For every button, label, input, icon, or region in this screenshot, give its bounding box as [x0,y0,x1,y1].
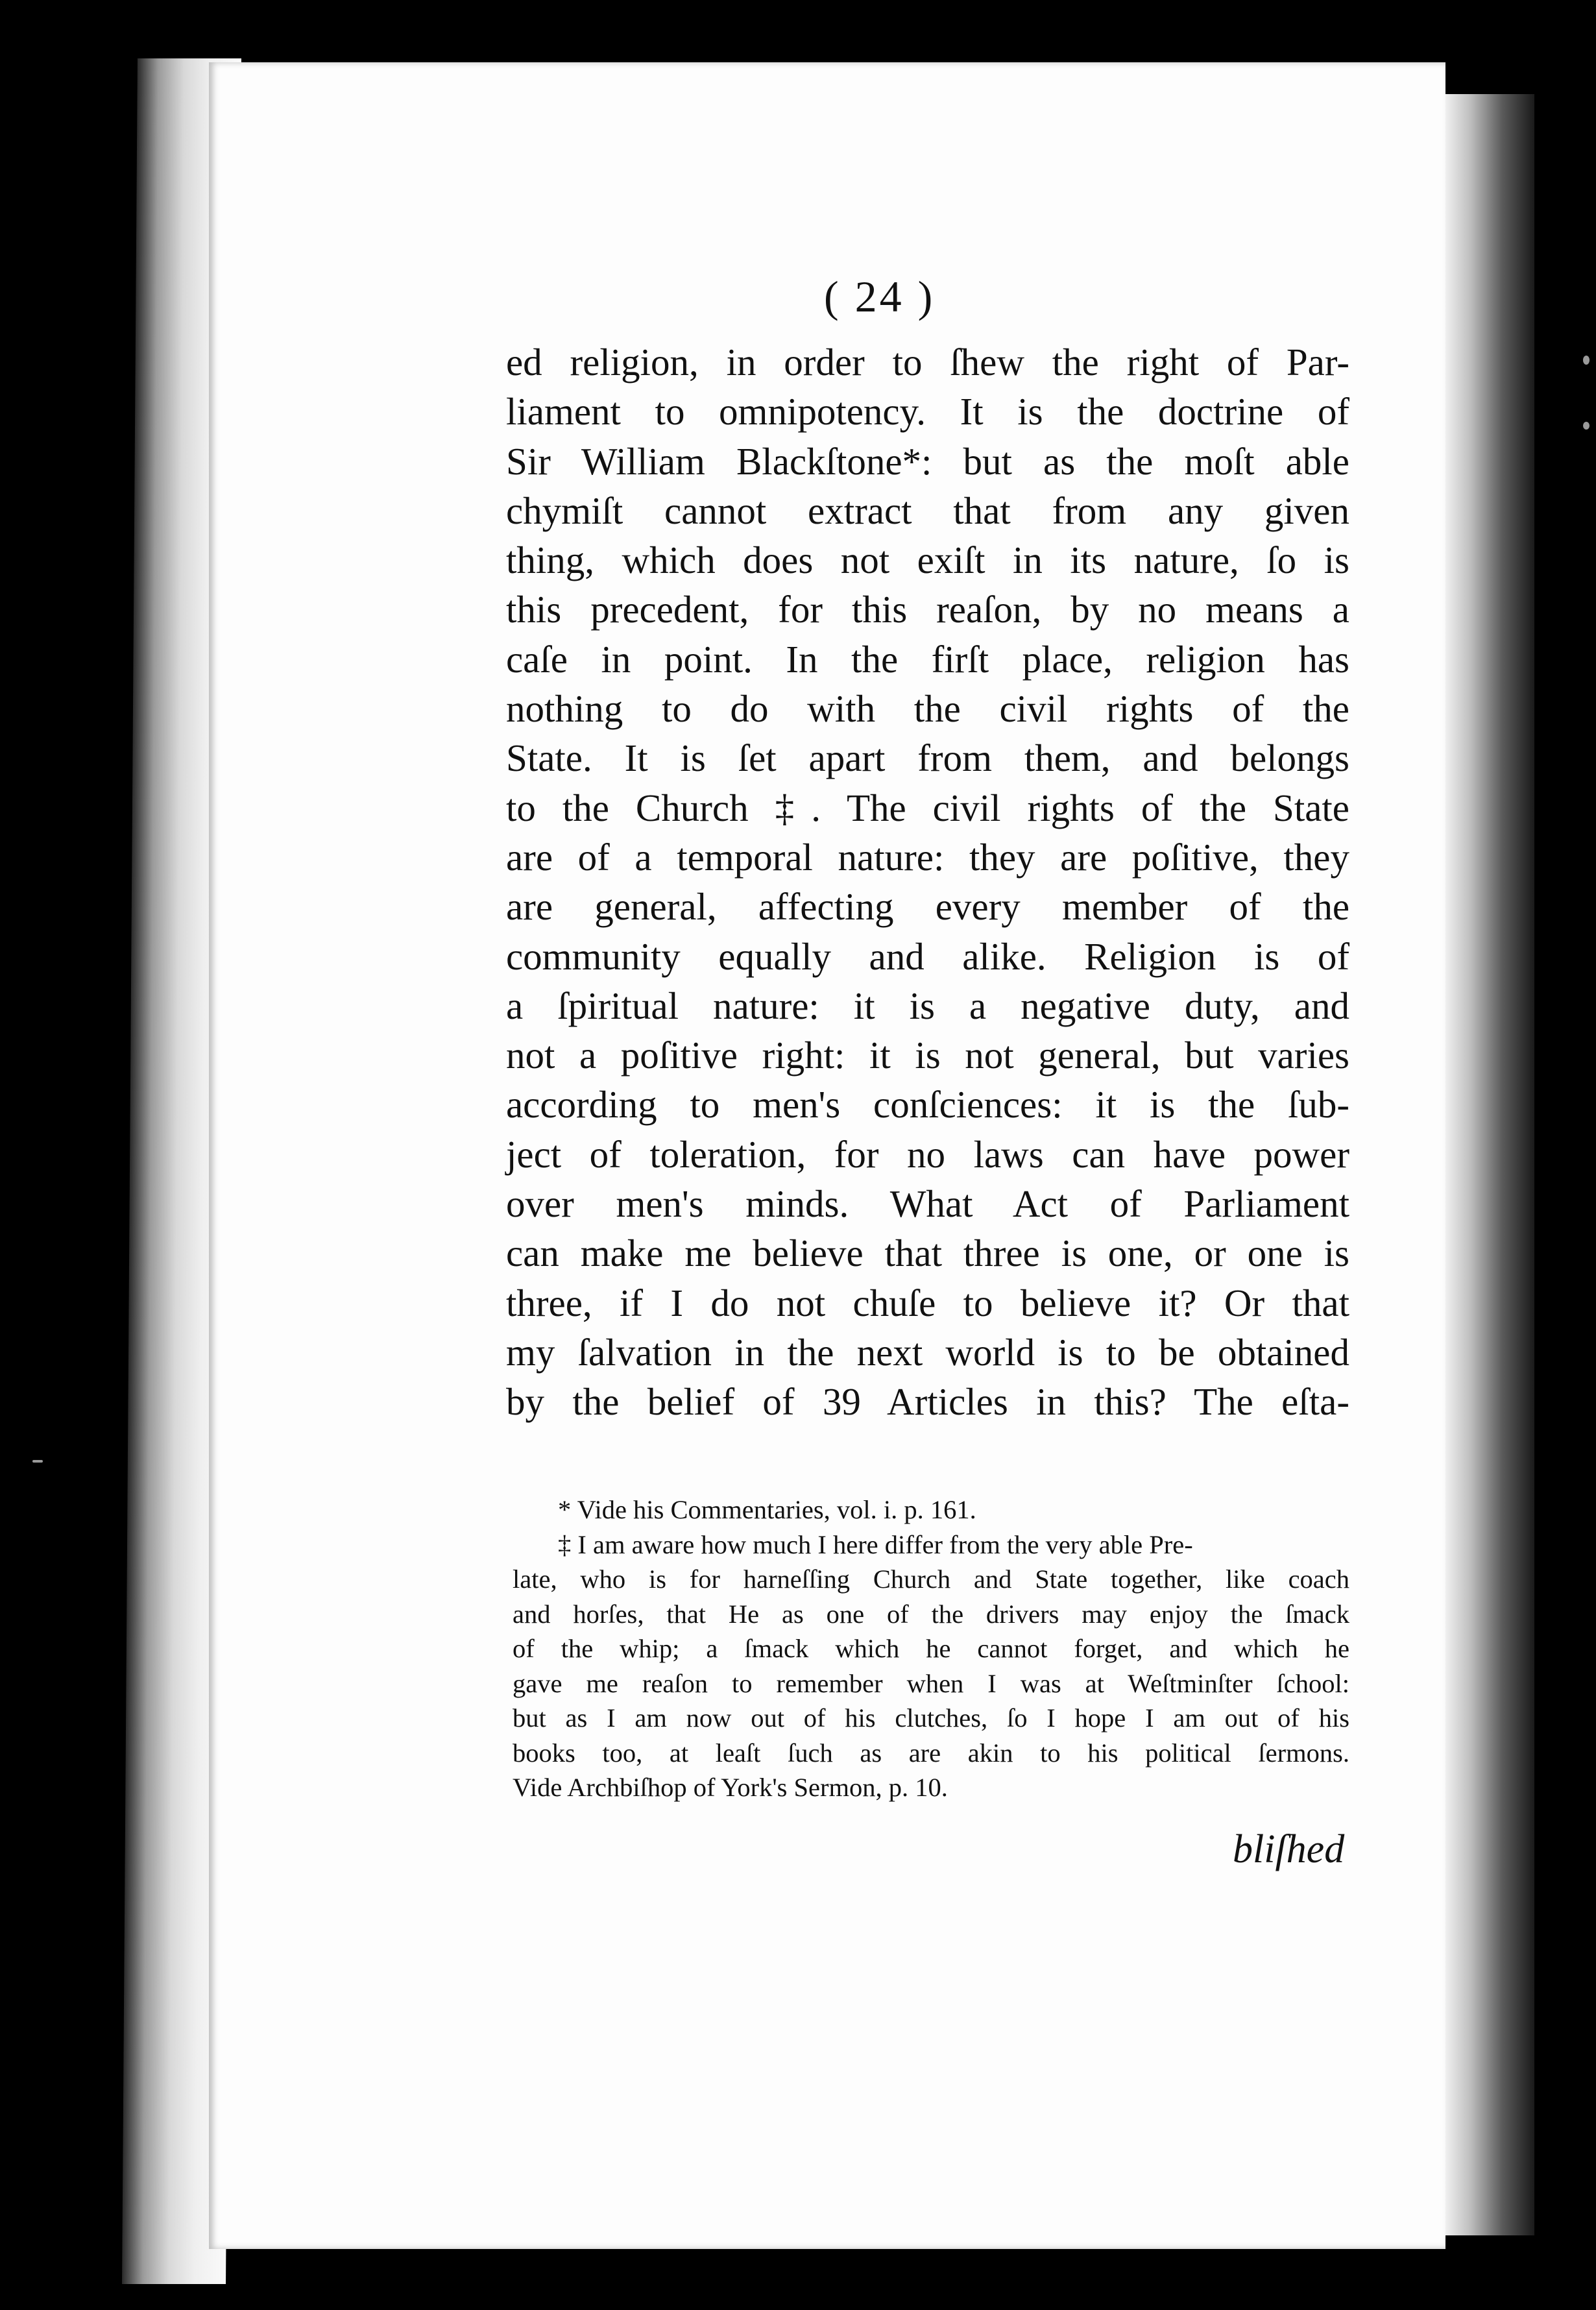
body-line: three, if I do not chuſe to believe it? Or that [506,1281,1349,1324]
body-line: to the Church ‡. The civil rights of the State [506,786,1349,829]
body-line: nothing to do with the civil rights of the [506,687,1349,731]
footnote-line: and horſes, that He as one of the drivers may enjoy the ſmack [513,1599,1349,1629]
body-line: are of a temporal nature: they are poſitive, they [506,835,1349,879]
body-line: community equally and alike. Religion is of [506,934,1349,978]
footnote-line: gave me reaſon to remember when I was at Weſtminſter ſchool: [513,1668,1349,1698]
footnote-line: books too, at leaſt ſuch as are akin to his political ſermons. [513,1738,1349,1768]
footnote-line: but as I am now out of his clutches, ſo I hope I am out of his [513,1703,1349,1732]
scan-speck [1583,422,1590,430]
body-line: ed religion, in order to ſhew the right of Par- [506,341,1349,383]
body-line: ject of toleration, for no laws can have power [506,1132,1349,1176]
body-line: liament to omnipotency. It is the doctrine of [506,390,1349,433]
body-line: by the belief of 39 Articles in this? The eſta- [506,1380,1349,1424]
body-line: my ſalvation in the next world is to be obtained [506,1330,1349,1374]
body-line: State. It is ſet apart from them, and belongs [506,736,1349,780]
body-line: over men's minds. What Act of Parliament [506,1182,1349,1226]
scan-speck [32,1460,43,1463]
book-edge-right [1444,94,1534,2235]
footnote-line: Vide Archbiſhop of York's Sermon, p. 10. [513,1773,948,1802]
body-text [506,337,1349,1427]
body-line: caſe in point. In the firſt place, religion has [506,637,1349,681]
scan-speck [1583,356,1590,365]
footnote-line: of the whip; a ſmack which he cannot forget, and which he [513,1634,1349,1663]
page-number: ( 24 ) [824,272,936,321]
body-line: Sir William Blackſtone*: but as the moſt able [506,439,1349,483]
body-line: are general, affecting every member of the [506,885,1349,929]
footnote-line: late, who is for harneſſing Church and State together, like coach [513,1564,1349,1594]
body-line: chymiſt cannot extract that from any given [506,489,1349,532]
footnote-line: ‡ I am aware how much I here differ from the very able Pre- [558,1529,1193,1559]
body-line: this precedent, for this reaſon, by no means a [506,588,1349,631]
catchword: bliſhed [1233,1827,1345,1871]
body-line: thing, which does not exiſt in its nature, ſo is [506,539,1349,582]
footnotes [513,1492,1349,1805]
body-line: not a poſitive right: it is not general, but varies [506,1034,1349,1077]
footnote-line: * Vide his Commentaries, vol. i. p. 161. [558,1495,976,1524]
body-line: according to men's conſciences: it is the ſub- [506,1083,1349,1126]
body-line: a ſpiritual nature: it is a negative duty, and [506,984,1349,1027]
body-line: can make me believe that three is one, or one is [506,1232,1349,1275]
